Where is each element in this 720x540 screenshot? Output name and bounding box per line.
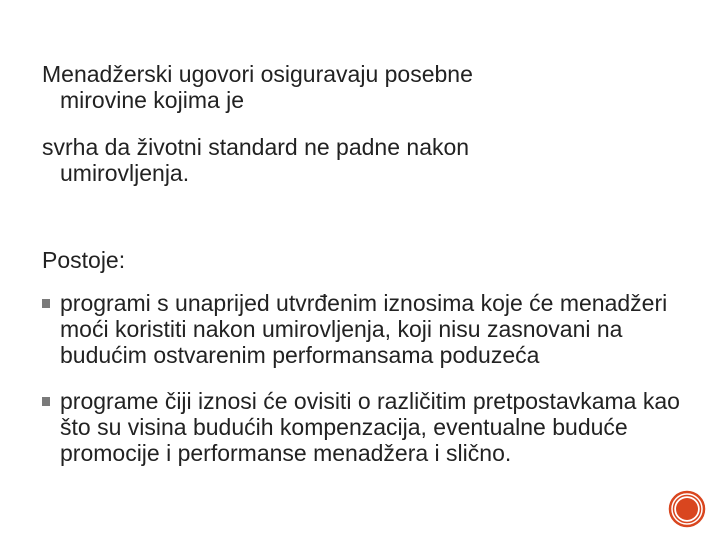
paragraph2-line1: svrha da životni standard ne padne nakon (42, 134, 470, 160)
bullet-item (42, 388, 682, 466)
bullet-item (42, 290, 682, 368)
paragraph1-line1: Menadžerski ugovori osiguravaju posebne (42, 61, 473, 87)
bullet-text: programi s unaprijed utvrđenim iznosima koje će menadžeri moći koristiti nakon umirovljenja, koji nisu zasnovani na budućim ostvarenim performansama poduzeća (60, 290, 668, 368)
bullet-list (42, 290, 682, 466)
paragraph2-line2: umirovljenja. (60, 160, 190, 186)
next-slide-icon-graphic (667, 489, 707, 529)
paragraph-purpose (42, 134, 642, 186)
intro-text: Postoje: (42, 247, 126, 273)
paragraph-managerial-contracts (42, 61, 642, 113)
paragraph1-line2: mirovine kojima je (60, 87, 245, 113)
next-slide-icon[interactable] (667, 489, 707, 529)
square-bullet-icon (42, 397, 50, 406)
square-bullet-icon (42, 299, 50, 308)
bullet-text: programe čiji iznosi će ovisiti o različitim pretpostavkama kao što su visina budućih kompenzacija, eventualne buduće promocije i performanse menadžera i slično. (60, 388, 680, 466)
